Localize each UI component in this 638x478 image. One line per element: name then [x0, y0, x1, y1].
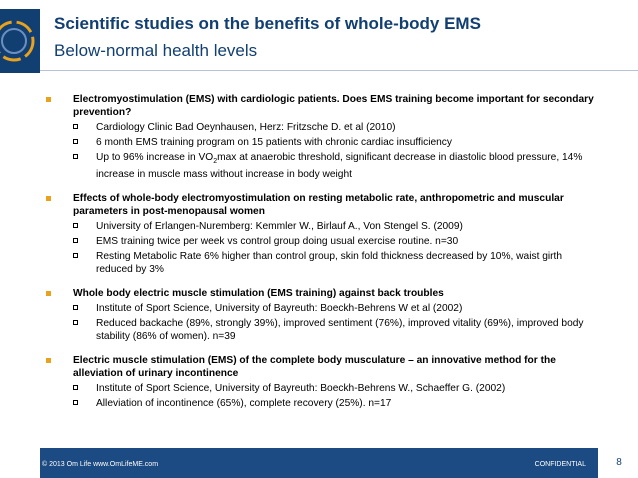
footer-copyright: © 2013 Om Life www.OmLifeME.com [42, 461, 159, 468]
page-subtitle: Below-normal health levels [54, 41, 258, 60]
study-section [40, 354, 600, 410]
checkbox-bullet-icon [73, 223, 78, 228]
checkbox-bullet-icon [73, 320, 78, 325]
study-detail: University of Erlangen-Nuremberg: Kemmler W., Birlauf A., Von Stengel S. (2009) [96, 220, 600, 233]
footer-bar [40, 448, 598, 478]
square-bullet-icon [46, 196, 51, 201]
study-section [40, 93, 600, 181]
study-detail: EMS training twice per week vs control group doing usual exercise routine. n=30 [96, 235, 600, 248]
study-heading: Effects of whole-body electromyostimulation on resting metabolic rate, anthropometric and muscular parameters in post-menopausal women [73, 193, 564, 218]
study-details [40, 382, 600, 410]
study-section [40, 287, 600, 343]
checkbox-bullet-icon [73, 238, 78, 243]
square-bullet-icon [46, 97, 51, 102]
study-details [40, 220, 600, 276]
study-details [40, 121, 600, 181]
checkbox-bullet-icon [73, 305, 78, 310]
checkbox-bullet-icon [73, 124, 78, 129]
study-detail: Reduced backache (89%, strongly 39%), improved sentiment (76%), improved vitality (69%), improved body stability (86% of women). n=39 [96, 317, 600, 343]
study-detail: Cardiology Clinic Bad Oeynhausen, Herz: Fritzsche D. et al (2010) [96, 121, 600, 134]
checkbox-bullet-icon [73, 400, 78, 405]
checkbox-bullet-icon [73, 253, 78, 258]
title-divider [40, 70, 638, 71]
study-detail: Institute of Sport Science, University of Bayreuth: Boeckh-Behrens W., Schaeffer G. (2002) [96, 382, 600, 395]
checkbox-bullet-icon [73, 139, 78, 144]
study-detail: Up to 96% increase in $VO_2\max$ at anaerobic threshold, significant decrease in diastolic blood pressure, 14% increase in muscle mass without increase in body weight [96, 151, 600, 181]
study-detail: Institute of Sport Science, University of Bayreuth: Boeckh-Behrens W et al (2002) [96, 302, 600, 315]
study-details [40, 302, 600, 343]
square-bullet-icon [46, 291, 51, 296]
study-detail: 6 month EMS training program on 15 patients with chronic cardiac insufficiency [96, 136, 600, 149]
study-heading: Whole body electric muscle stimulation (EMS training) against back troubles [73, 288, 444, 300]
study-detail: Resting Metabolic Rate 6% higher than control group, skin fold thickness decreased by 10%, waist girth reduced by 3% [96, 250, 600, 276]
page-number: 8 [598, 448, 638, 478]
checkbox-bullet-icon [73, 385, 78, 390]
checkbox-bullet-icon [73, 154, 78, 159]
study-section [40, 192, 600, 276]
study-heading: Electric muscle stimulation (EMS) of the complete body musculature – an innovative method for the alleviation of urinary incontinence [73, 355, 556, 380]
page-title: Scientific studies on the benefits of whole-body EMS [54, 14, 481, 33]
square-bullet-icon [46, 358, 51, 363]
study-detail: Alleviation of incontinence (65%), complete recovery (25%). n=17 [96, 397, 600, 410]
study-heading: Electromyostimulation (EMS) with cardiologic patients. Does EMS training become important for secondary prevention? [73, 94, 594, 118]
studies-list [40, 93, 600, 421]
brand-logo [0, 9, 40, 73]
footer-confidential: CONFIDENTIAL [534, 461, 586, 468]
